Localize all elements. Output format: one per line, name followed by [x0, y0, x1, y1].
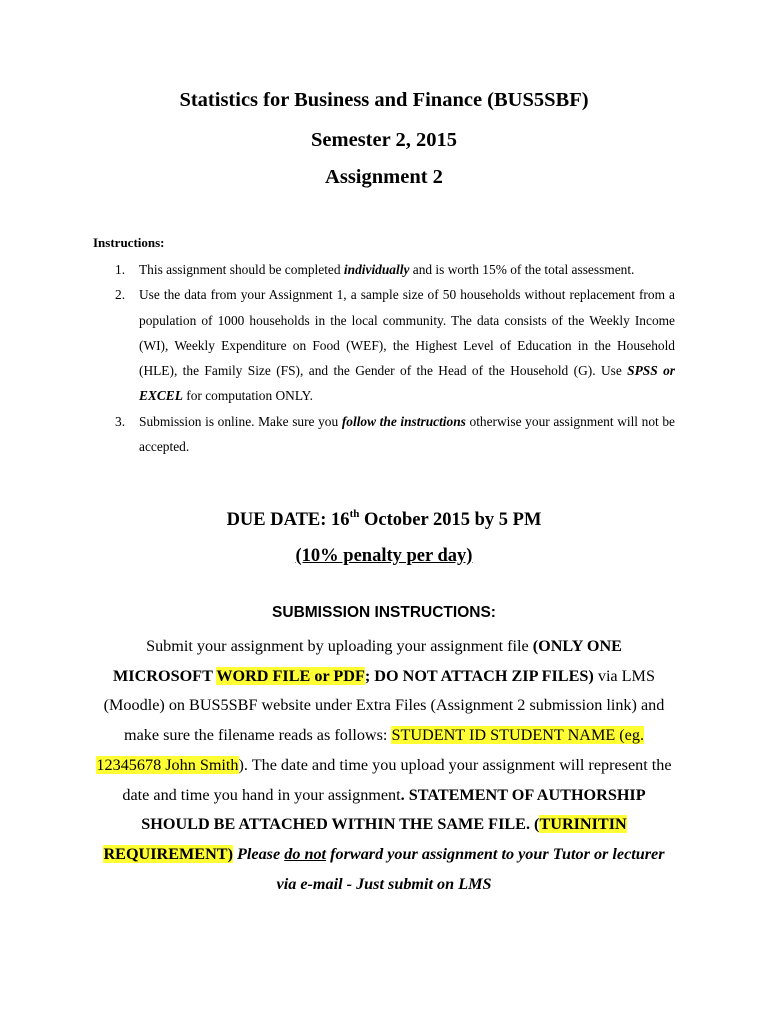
list-text: This assignment should be completed — [139, 262, 344, 277]
instructions-list — [93, 257, 675, 459]
submission-bold-text: ; DO NOT ATTACH ZIP FILES) — [364, 666, 594, 685]
list-number: 2. — [115, 287, 126, 303]
highlighted-filename-format: STUDENT ID STUDENT NAME (eg. 12345678 John Smith — [96, 726, 644, 774]
submission-text: via LMS (Moodle) on BUS5SBF website under Extra Files (Assignment 2 submission link) and make sure the filename reads as follows: — [103, 666, 665, 745]
list-text: and is worth 15% of the total assessment. — [409, 262, 635, 277]
due-date-suffix: October 2015 by 5 PM — [359, 510, 542, 530]
email-warning-text: Please — [232, 844, 285, 863]
list-item — [93, 282, 675, 408]
submission-instructions — [96, 632, 672, 899]
submission-text: ). The date and time you upload your assignment will represent the date and time you hand in your assignment — [122, 755, 672, 804]
emphasis-text: individually — [343, 262, 410, 277]
list-text: Submission is online. Make sure you — [139, 413, 342, 429]
assignment-title: Assignment 2 — [325, 166, 443, 188]
instructions-heading: Instructions: — [93, 235, 165, 250]
course-title: Statistics for Business and Finance (BUS5SBF) — [179, 89, 589, 111]
submission-heading: SUBMISSION INSTRUCTIONS: — [272, 604, 496, 621]
submission-period: . — [400, 785, 405, 804]
authorship-statement: STATEMENT OF AUTHORSHIP SHOULD BE ATTACHED WITHIN THE SAME FILE. ( — [141, 785, 646, 834]
list-item — [93, 409, 675, 460]
list-number: 3. — [115, 413, 126, 429]
due-date-prefix: DUE DATE: 16 — [226, 510, 350, 530]
semester-title: Semester 2, 2015 — [311, 129, 457, 151]
list-text: for computation ONLY. — [182, 388, 313, 404]
emphasis-text: SPSS or EXCEL — [139, 363, 675, 404]
email-warning-underlined: do not — [284, 844, 327, 863]
highlighted-file-type: WORD FILE or PDF — [216, 666, 365, 685]
email-warning-text: forward your assignment to your Tutor or lecturer via e-mail - Just submit on LMS — [276, 844, 665, 893]
submission-text: Submit your assignment by uploading your assignment file — [146, 637, 533, 655]
list-number: 1. — [115, 262, 126, 277]
list-text: otherwise your assignment will not be accepted. — [139, 413, 675, 455]
due-date — [0, 510, 768, 531]
list-item — [93, 257, 675, 282]
submission-bold-text: (ONLY ONE MICROSOFT — [113, 637, 622, 685]
penalty-text: (10% penalty per day) — [295, 546, 473, 566]
emphasis-text: follow the instructions — [341, 413, 466, 429]
penalty-note — [0, 546, 768, 567]
due-date-superscript: th — [349, 508, 360, 520]
highlighted-turnitin-requirement: TURINITIN REQUIREMENT) — [103, 815, 627, 863]
list-text: Use the data from your Assignment 1, a sample size of 50 households without replacement from a population of 1000 households in the local community. The data consists of the Weekly Income (WI), Weekly Expenditure on Food (WEF), the Highest Level of Education in the Household (HLE), the Family Size (FS), and the Gender of the Head of the Household (G). Use — [139, 287, 675, 379]
